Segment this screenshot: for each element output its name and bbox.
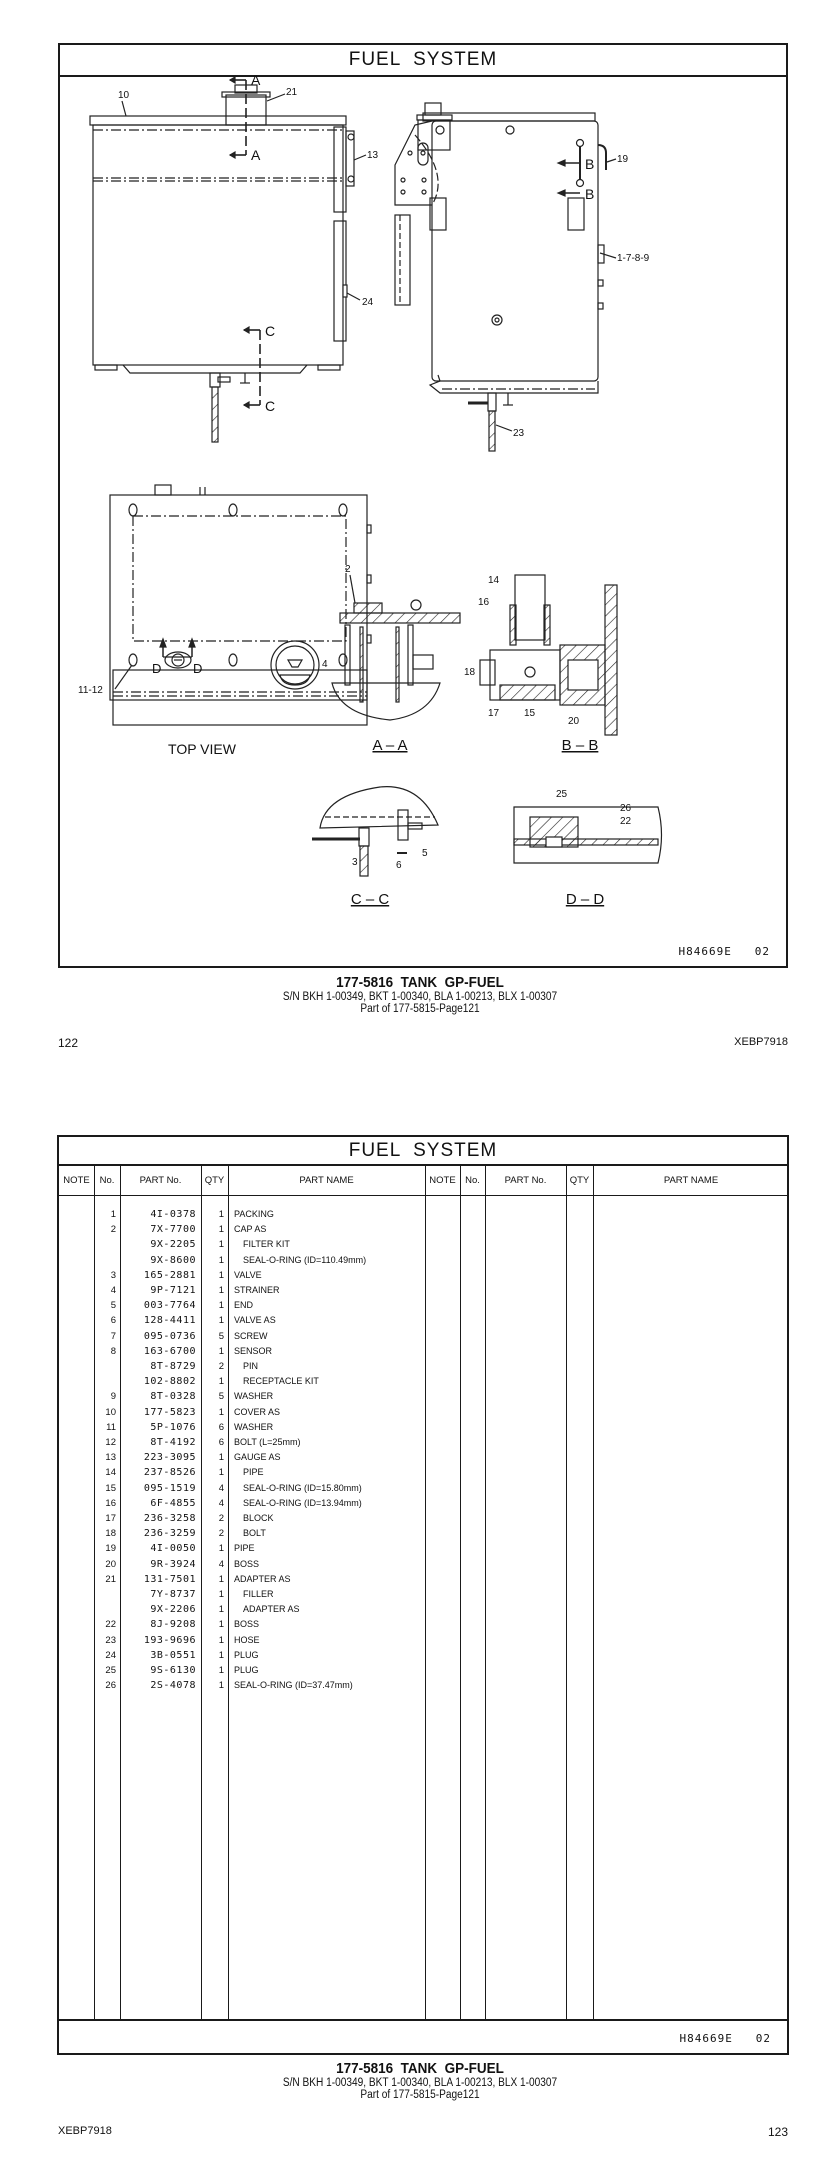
quantity: 1 (218, 1680, 224, 1692)
parts-row (59, 1313, 425, 1328)
part-number: 9P-7121 (150, 1285, 196, 1296)
parts-row (59, 1572, 425, 1587)
part-number: 6F-4855 (150, 1497, 196, 1509)
quantity: 1 (218, 1239, 224, 1251)
item-number: 13 (105, 1452, 116, 1464)
part-name: PIPE (234, 1543, 255, 1554)
quantity: 1 (218, 1452, 224, 1464)
quantity: 1 (218, 1589, 224, 1600)
view-label-dd: D – D (565, 891, 605, 908)
quantity: 1 (218, 1619, 224, 1631)
parts-row (59, 1389, 425, 1404)
item-number: 12 (105, 1437, 116, 1448)
item-number: 8 (110, 1345, 116, 1357)
section-bb-view (480, 575, 617, 735)
part-name: SENSOR (234, 1345, 273, 1356)
parts-row (59, 1526, 425, 1541)
header-part-no: PART No. (139, 1175, 182, 1186)
illustration-frame (58, 43, 788, 968)
part-name: VALVE (234, 1269, 262, 1280)
parts-row (59, 1374, 425, 1389)
callout-4: 4 (322, 659, 328, 670)
callout-10: 10 (118, 90, 130, 101)
parts-row (59, 1329, 425, 1344)
item-number: 15 (105, 1482, 116, 1494)
parts-row (59, 1283, 425, 1298)
parts-row (59, 1420, 425, 1435)
col-divider (460, 1165, 461, 2019)
item-number: 11 (106, 1421, 116, 1433)
part-number: 177-5823 (143, 1406, 196, 1418)
section-marker-d-right: D (193, 661, 203, 676)
callout-20: 20 (568, 716, 580, 727)
part-name: WASHER (234, 1391, 274, 1402)
parts-row (59, 1496, 425, 1511)
parts-row (59, 1405, 425, 1420)
part-name: COVER AS (234, 1406, 281, 1417)
part-number: 102-8802 (143, 1376, 196, 1388)
header-no: No. (99, 1175, 115, 1186)
header-qty: QTY (204, 1175, 225, 1186)
callout-14: 14 (488, 575, 500, 586)
section-marker-a-top: A (251, 75, 261, 88)
page-number-left: 122 (58, 1036, 79, 1050)
side-view (395, 103, 616, 451)
view-label-aa: A – A (372, 737, 408, 754)
quantity: 1 (218, 1573, 224, 1585)
callout-23: 23 (513, 428, 525, 439)
item-number: 21 (105, 1573, 116, 1585)
part-name: BOSS (234, 1558, 260, 1569)
front-view (90, 77, 366, 442)
part-number: 131-7501 (143, 1573, 196, 1585)
col-divider (593, 1165, 594, 2019)
part-name: RECEPTACLE KIT (243, 1376, 319, 1387)
callout-3: 3 (352, 857, 358, 868)
part-number: 128-4411 (143, 1315, 196, 1327)
callout-26: 26 (620, 803, 632, 814)
item-number: 2 (110, 1224, 116, 1236)
parts-row (59, 1465, 425, 1480)
parts-list-frame (57, 1135, 789, 2055)
quantity: 1 (218, 1406, 224, 1418)
parts-row (59, 1222, 425, 1237)
part-number: 237-8526 (143, 1467, 196, 1479)
part-number: 2S-4078 (150, 1680, 196, 1692)
quantity: 6 (218, 1437, 224, 1448)
caption-part-of: Part of 177-5815-Page121 (360, 2089, 480, 2101)
part-name: PLUG (234, 1649, 259, 1660)
part-name: BLOCK (243, 1513, 274, 1523)
part-number: 5P-1076 (150, 1421, 196, 1433)
caption-part-of: Part of 177-5815-Page121 (360, 1003, 480, 1015)
parts-row (59, 1602, 425, 1617)
part-number: 193-9696 (143, 1634, 196, 1646)
callout-17: 17 (488, 708, 500, 719)
callout-18: 18 (464, 667, 476, 678)
callout-24: 24 (362, 297, 374, 308)
item-number: 1 (110, 1209, 116, 1220)
section-marker-b-top: B (585, 156, 595, 172)
item-number: 16 (105, 1497, 116, 1509)
part-number: 095-0736 (143, 1330, 196, 1342)
part-number: 8J-9208 (150, 1619, 196, 1631)
part-number: 8T-0328 (150, 1391, 196, 1403)
parts-row (59, 1298, 425, 1313)
quantity: 2 (218, 1528, 224, 1540)
part-number: 4I-0378 (150, 1209, 196, 1220)
header-part-name: PART NAME (299, 1175, 354, 1186)
quantity: 1 (218, 1269, 224, 1281)
part-name: BOLT (243, 1528, 266, 1539)
parts-row (59, 1207, 425, 1222)
item-number: 23 (105, 1634, 116, 1646)
part-name: BOSS (234, 1619, 260, 1630)
part-number: 9S-6130 (150, 1665, 196, 1676)
quantity: 1 (218, 1209, 224, 1220)
item-number: 25 (105, 1665, 116, 1676)
quantity: 2 (218, 1513, 224, 1524)
item-number: 20 (105, 1558, 116, 1570)
quantity: 1 (218, 1665, 224, 1676)
part-name: VALVE AS (234, 1315, 276, 1326)
part-name: PACKING (234, 1209, 274, 1219)
item-number: 26 (105, 1680, 116, 1692)
parts-row (59, 1253, 425, 1268)
quantity: 1 (218, 1543, 224, 1555)
part-name: HOSE (234, 1634, 260, 1645)
section-marker-c-top: C (265, 323, 276, 339)
header-part-name-right: PART NAME (663, 1175, 719, 1186)
col-divider (425, 1165, 426, 2019)
part-number: 8T-4192 (150, 1437, 196, 1448)
header-divider (59, 1195, 787, 1196)
item-number: 19 (105, 1543, 116, 1555)
fuel-tank-exploded-drawing (60, 75, 786, 966)
col-divider (566, 1165, 567, 2019)
part-number: 003-7764 (143, 1300, 196, 1312)
header-part-no-right: PART No. (504, 1175, 547, 1186)
item-number: 5 (110, 1300, 116, 1312)
part-name: SCREW (234, 1330, 268, 1341)
top-view (110, 485, 371, 725)
callout-22: 22 (620, 816, 632, 827)
callout-16: 16 (478, 597, 490, 608)
part-number: 9X-8600 (150, 1254, 196, 1266)
parts-row (59, 1678, 425, 1693)
parts-row (59, 1557, 425, 1572)
view-label-bb: B – B (561, 737, 599, 754)
item-number: 18 (105, 1528, 116, 1540)
parts-row (59, 1511, 425, 1526)
callout-6: 6 (396, 860, 402, 871)
caption-serials: S/N BKH 1-00349, BKT 1-00340, BLA 1-00213, BLX 1-00307 (282, 2077, 558, 2089)
callout-25: 25 (556, 789, 568, 800)
part-name: PIPE (243, 1467, 264, 1478)
callout-15: 15 (524, 708, 536, 719)
quantity: 4 (218, 1558, 224, 1570)
quantity: 1 (218, 1376, 224, 1388)
callout-19: 19 (617, 154, 629, 165)
header-note-right: NOTE (429, 1175, 456, 1186)
item-number: 3 (110, 1269, 116, 1281)
parts-row (59, 1648, 425, 1663)
quantity: 1 (218, 1467, 224, 1479)
part-name: PIN (243, 1361, 259, 1371)
header-no-right: No. (465, 1175, 480, 1186)
part-number: 236-3258 (143, 1513, 196, 1524)
part-name: STRAINER (234, 1285, 280, 1295)
part-name: SEAL-O-RING (ID=37.47mm) (234, 1680, 353, 1691)
part-number: 3B-0551 (150, 1649, 196, 1661)
section-marker-c-bottom: C (265, 398, 276, 414)
col-divider (485, 1165, 486, 2019)
table-bottom-divider (59, 2019, 787, 2021)
view-label-cc: C – C (350, 891, 390, 908)
view-label-top-view: TOP VIEW (168, 741, 236, 757)
quantity: 1 (218, 1300, 224, 1312)
parts-row (59, 1587, 425, 1602)
quantity: 5 (218, 1391, 224, 1403)
document-code-right: XEBP7918 (734, 1036, 788, 1048)
quantity: 1 (218, 1315, 224, 1327)
item-number: 17 (105, 1513, 116, 1524)
part-name: ADAPTER AS (243, 1604, 300, 1615)
callout-11-12: 11-12 (78, 685, 103, 696)
part-number: 223-3095 (143, 1452, 196, 1464)
caption-title: 177-5816 TANK GP-FUEL (336, 2060, 504, 2077)
side-view-labels (513, 154, 650, 439)
parts-row (59, 1268, 425, 1283)
section-dd-view (514, 807, 662, 863)
caption-title: 177-5816 TANK GP-FUEL (336, 974, 504, 991)
item-number: 14 (105, 1467, 116, 1479)
item-number: 9 (110, 1391, 116, 1403)
parts-row (59, 1359, 425, 1374)
quantity: 5 (218, 1330, 224, 1342)
quantity: 2 (218, 1361, 224, 1372)
section-title: FUEL SYSTEM (348, 49, 498, 70)
parts-row (59, 1663, 425, 1678)
callout-2: 2 (345, 564, 351, 575)
callout-21: 21 (286, 87, 298, 98)
front-view-labels (118, 75, 379, 414)
section-cc-view (312, 787, 438, 876)
section-title-bar (60, 45, 786, 77)
quantity: 1 (218, 1649, 224, 1661)
document-code-left: XEBP7918 (58, 2125, 112, 2137)
parts-row (59, 1344, 425, 1359)
header-note: NOTE (63, 1175, 90, 1186)
part-number: 165-2881 (143, 1269, 196, 1281)
quantity: 1 (218, 1634, 224, 1646)
part-name: SEAL-O-RING (ID=110.49mm) (243, 1254, 367, 1265)
part-name: BOLT (L=25mm) (234, 1437, 301, 1447)
section-marker-b-bottom: B (585, 186, 595, 202)
section-marker-d-left: D (152, 661, 162, 676)
part-number: 095-1519 (143, 1482, 196, 1494)
quantity: 1 (218, 1254, 224, 1266)
section-title: FUEL SYSTEM (348, 1140, 498, 1161)
top-view-labels (78, 661, 237, 757)
part-name: ADAPTER AS (234, 1573, 291, 1584)
item-number: 24 (105, 1649, 116, 1661)
quantity: 1 (218, 1224, 224, 1236)
part-number: 236-3259 (143, 1528, 196, 1540)
header-qty-right: QTY (569, 1175, 590, 1186)
parts-row (59, 1450, 425, 1465)
part-number: 4I-0050 (150, 1543, 196, 1555)
part-name: GAUGE AS (234, 1452, 281, 1463)
part-name: END (234, 1300, 254, 1311)
part-number: 8T-8729 (150, 1361, 196, 1372)
part-name: WASHER (234, 1421, 274, 1432)
part-name: FILTER KIT (243, 1239, 290, 1250)
part-number: 7Y-8737 (150, 1589, 196, 1600)
callout-5: 5 (422, 848, 428, 859)
drawing-code: H84669E 02 (679, 2032, 771, 2045)
quantity: 4 (218, 1497, 224, 1509)
parts-row (59, 1481, 425, 1496)
item-number: 4 (110, 1285, 116, 1296)
part-number: 163-6700 (143, 1345, 196, 1357)
parts-row (59, 1435, 425, 1450)
part-name: PLUG (234, 1665, 259, 1675)
item-number: 10 (105, 1406, 116, 1418)
quantity: 4 (218, 1482, 224, 1494)
item-number: 7 (110, 1330, 116, 1342)
parts-row (59, 1617, 425, 1632)
quantity: 1 (218, 1285, 224, 1296)
item-number: 22 (105, 1619, 116, 1631)
section-marker-a-bottom: A (251, 147, 261, 163)
item-number: 6 (110, 1315, 116, 1327)
section-aa-view (332, 600, 460, 720)
quantity: 6 (218, 1421, 224, 1433)
part-name: SEAL-O-RING (ID=13.94mm) (243, 1497, 362, 1508)
caption-serials: S/N BKH 1-00349, BKT 1-00340, BLA 1-00213, BLX 1-00307 (282, 991, 558, 1003)
part-name: CAP AS (234, 1224, 267, 1235)
parts-row (59, 1541, 425, 1556)
part-number: 9X-2205 (150, 1239, 196, 1251)
part-number: 7X-7700 (150, 1224, 196, 1236)
callout-13: 13 (367, 150, 379, 161)
parts-row (59, 1237, 425, 1252)
part-number: 9R-3924 (150, 1558, 196, 1570)
quantity: 1 (218, 1604, 224, 1616)
section-title-bar (59, 1137, 787, 1166)
part-name: SEAL-O-RING (ID=15.80mm) (243, 1482, 362, 1493)
part-number: 9X-2206 (150, 1604, 196, 1616)
callout-1-7-8-9: 1-7-8-9 (617, 253, 650, 264)
page-number-right: 123 (767, 2125, 788, 2139)
quantity: 1 (218, 1345, 224, 1357)
drawing-code: H84669E 02 (678, 945, 770, 958)
parts-row (59, 1633, 425, 1648)
part-name: FILLER (243, 1589, 274, 1599)
